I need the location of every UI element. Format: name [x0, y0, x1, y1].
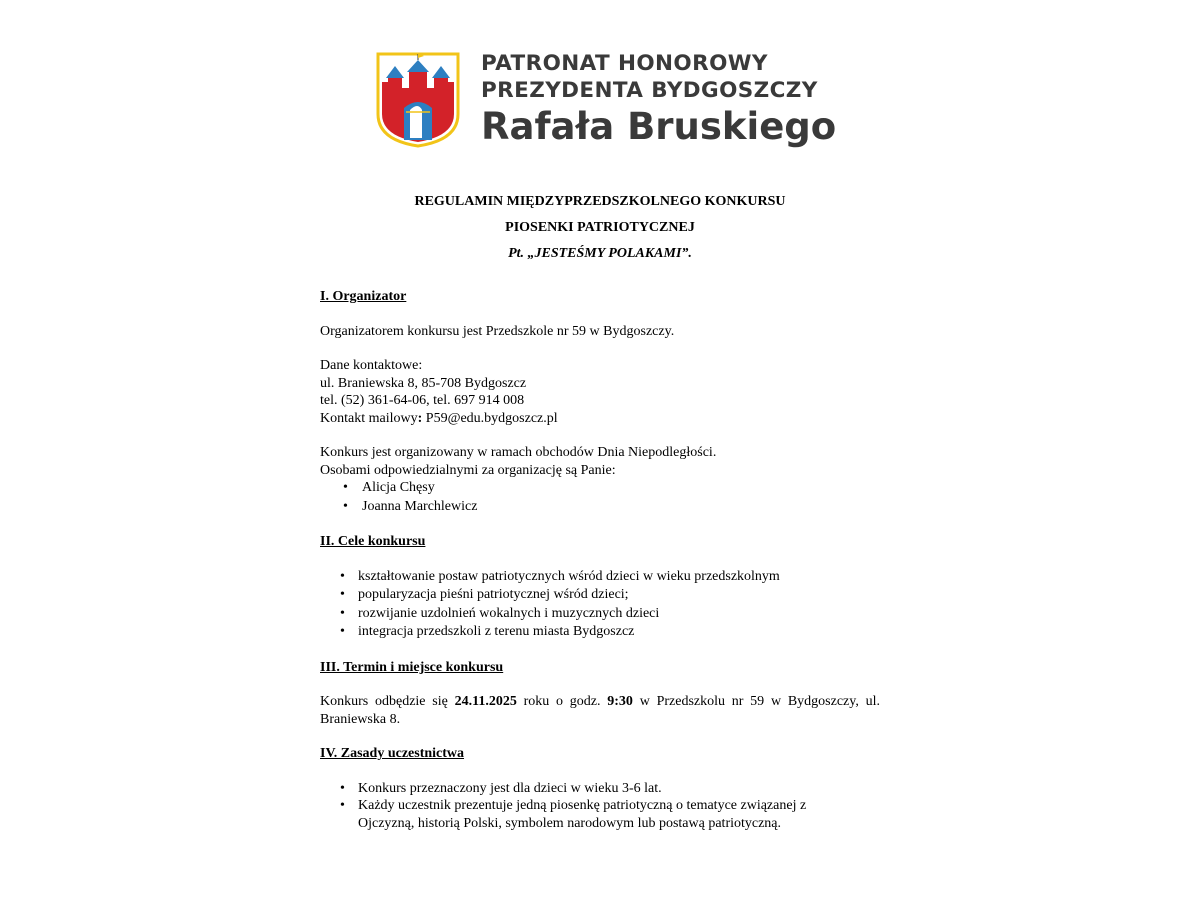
- contact-label: Dane kontaktowe:: [320, 358, 423, 373]
- occasion-text: Konkurs jest organizowany w ramach obchodów Dnia Niepodległości.: [320, 445, 717, 460]
- patronage-text: [481, 50, 836, 150]
- responsible-label: Osobami odpowiedzialnymi za organizację są Panie:: [320, 462, 616, 478]
- date-text-b: roku o godz.: [516, 694, 608, 709]
- list-item: • Joanna Marchlewicz: [320, 498, 880, 517]
- section-3-heading: III. Termin i miejsce konkursu: [320, 659, 504, 675]
- list-item: • rozwijanie uzdolnień wokalnych i muzycznych dzieci: [320, 605, 880, 624]
- email-label: Kontakt mailowy: [320, 410, 418, 426]
- rules-list: [320, 780, 880, 833]
- responsible-people-list: [320, 479, 880, 516]
- document-body: [320, 288, 880, 832]
- document-title: [0, 192, 1200, 270]
- list-item: • kształtowanie postaw patriotycznych wśród dzieci w wieku przedszkolnym: [320, 568, 880, 587]
- list-item: • Każdy uczestnik prezentuje jedną piosenkę patriotyczną o tematyce związanej z Ojczyzną, historią Polski, symbolem narodowym lub postawą patriotyczną.: [320, 797, 880, 832]
- address-text: ul. Braniewska 8, 85-708 Bydgoszcz: [320, 375, 527, 391]
- title-line-2: PIOSENKI PATRIOTYCZNEJ: [505, 220, 695, 235]
- list-item: • popularyzacja pieśni patriotycznej wśród dzieci;: [320, 586, 880, 605]
- section-1-heading: I. Organizator: [320, 289, 407, 304]
- phone-text: tel. (52) 361-64-06, tel. 697 914 008: [320, 393, 525, 408]
- patronage-name: Rafała Bruskiego: [481, 105, 837, 148]
- email-line: [320, 410, 880, 428]
- list-item: • Konkurs przeznaczony jest dla dzieci w wieku 3-6 lat.: [320, 780, 880, 798]
- date-text-c: w Przedszkolu nr 59 w Bydgoszczy, ul. Braniewska 8.: [320, 694, 880, 727]
- patronage-line-1: PATRONAT HONOROWY: [481, 51, 768, 76]
- patronage-line-2: PREZYDENTA BYDGOSZCZY: [481, 78, 818, 103]
- organizer-text: Organizatorem konkursu jest Przedszkole nr 59 w Bydgoszczy.: [320, 323, 675, 339]
- email-colon: :: [417, 410, 423, 426]
- list-item: • integracja przedszkoli z terenu miasta Bydgoszcz: [320, 623, 880, 642]
- date-text-a: Konkurs odbędzie się: [320, 694, 455, 709]
- date-place-text: [320, 693, 880, 728]
- event-time: 9:30: [607, 694, 633, 709]
- list-item: • Alicja Chęsy: [320, 479, 880, 498]
- event-date: 24.11.2025: [454, 694, 517, 709]
- section-4-heading: IV. Zasady uczestnictwa: [320, 746, 465, 761]
- bydgoszcz-coat-of-arms-icon: [376, 52, 460, 148]
- goals-list: [320, 568, 880, 642]
- email-address: P59@edu.bydgoszcz.pl: [422, 410, 558, 426]
- section-2-heading: II. Cele konkursu: [320, 534, 426, 549]
- title-line-3: Pt. „JESTEŚMY POLAKAMI”.: [508, 246, 692, 261]
- title-line-1: REGULAMIN MIĘDZYPRZEDSZKOLNEGO KONKURSU: [414, 194, 786, 209]
- patronage-header: [376, 50, 837, 150]
